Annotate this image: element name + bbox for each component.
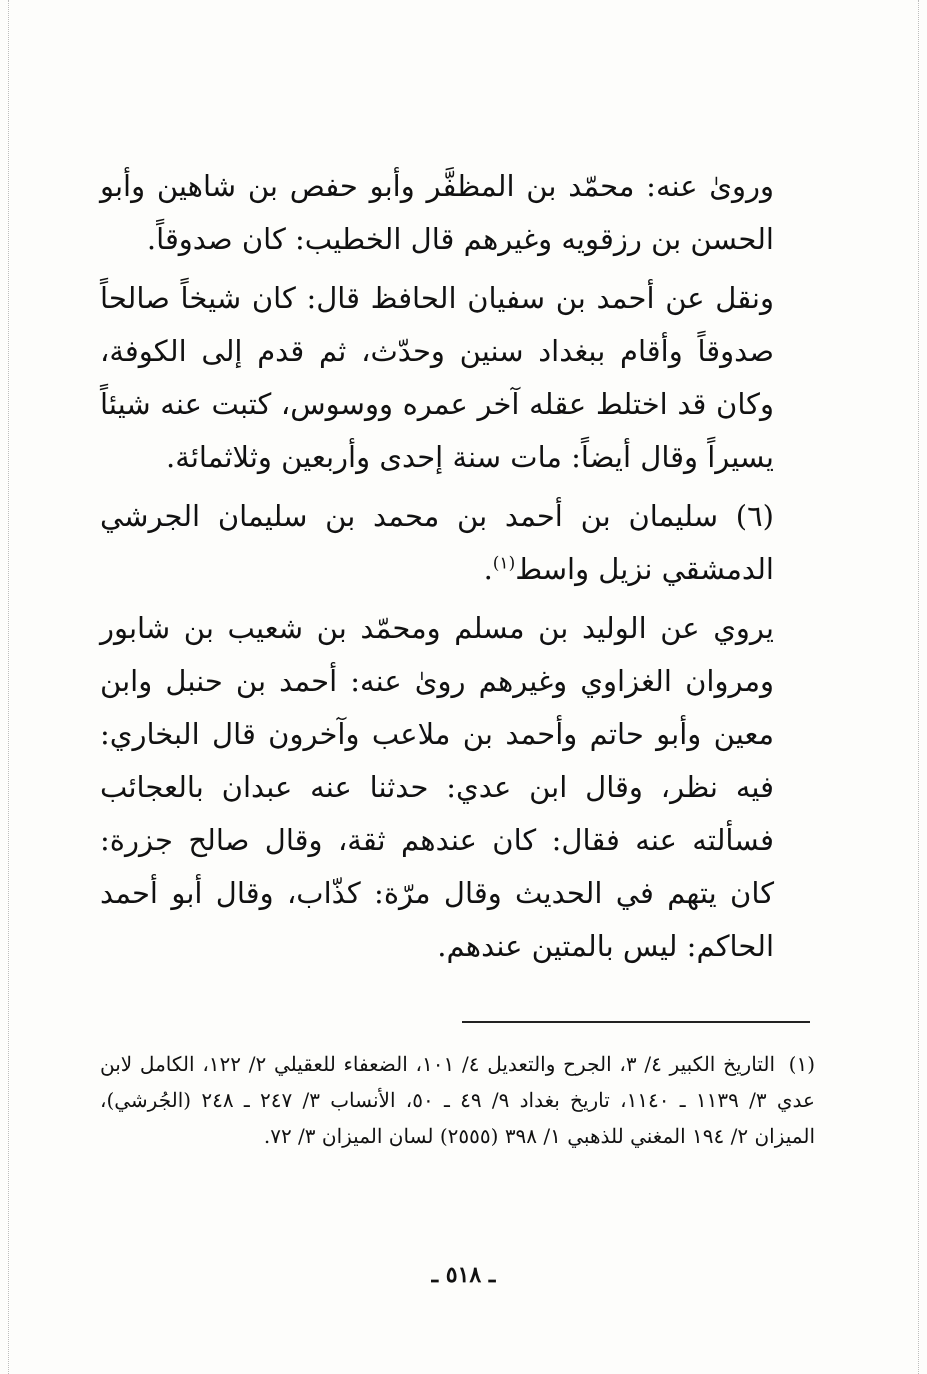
paragraph-2: ونقل عن أحمد بن سفيان الحافظ قال: كان شيخاً صالحاً صدوقاً وأقام ببغداد سنين وحدّث، ثم قدم إلى الكوفة، وكان قد اختلط عقله آخر عمره ووسوس، كتبت عنه شيئاً يسيراً وقال أيضاً: مات سنة إحدى وأربعين وثلاثمائة. — [100, 281, 774, 474]
footnote — [100, 1046, 815, 1154]
main-text — [100, 160, 810, 973]
entry-heading: (٦) سليمان بن أحمد بن محمد بن سليمان الجرشي الدمشقي نزيل واسط — [100, 499, 774, 586]
paragraph-4: يروي عن الوليد بن مسلم ومحمّد بن شعيب بن شابور ومروان الغزاوي وغيرهم روىٰ عنه: أحمد بن حنبل وابن معين وأبو حاتم وأحمد بن ملاعب وآخرون قال البخاري: فيه نظر، وقال ابن عدي: حدثنا عنه عبدان بالعجائب فسألته عنه فقال: كان عندهم ثقة، وقال صالح جزرة: كان يتهم في الحديث وقال مرّة: كذّاب، وقال أبو أحمد الحاكم: ليس بالمتين عندهم. — [100, 611, 774, 963]
paragraph-3 — [100, 490, 810, 596]
scan-edge-left — [8, 0, 9, 1374]
scan-edge-right — [918, 0, 919, 1374]
paragraph-1: وروىٰ عنه: محمّد بن المظفَّر وأبو حفص بن شاهين وأبو الحسن بن رزقويه وغيرهم قال الخطيب: كان صدوقاً. — [100, 169, 774, 256]
footnote-reference[interactable]: (١) — [492, 553, 516, 574]
entry-heading-end: . — [483, 552, 493, 586]
page-number: ـ ٥١٨ ـ — [431, 1262, 496, 1288]
footnote-text: التاريخ الكبير ٤/ ٣، الجرح والتعديل ٤/ ١٠١، الضعفاء للعقيلي ٢/ ١٢٢، الكامل لابن عدي ٣/ ١١٣٩ ـ ١١٤٠، تاريخ بغداد ٩/ ٤٩ ـ ٥٠، الأنساب ٣/ ٢٤٧ ـ ٢٤٨ (الجُرشي)، الميزان ٢/ ١٩٤ المغني للذهبي ١/ ٣٩٨ (٢٥٥٥) لسان الميزان ٣/ ٧٢. — [100, 1052, 815, 1148]
footnote-separator — [462, 1021, 810, 1023]
footnote-number: (١) — [788, 1052, 815, 1076]
